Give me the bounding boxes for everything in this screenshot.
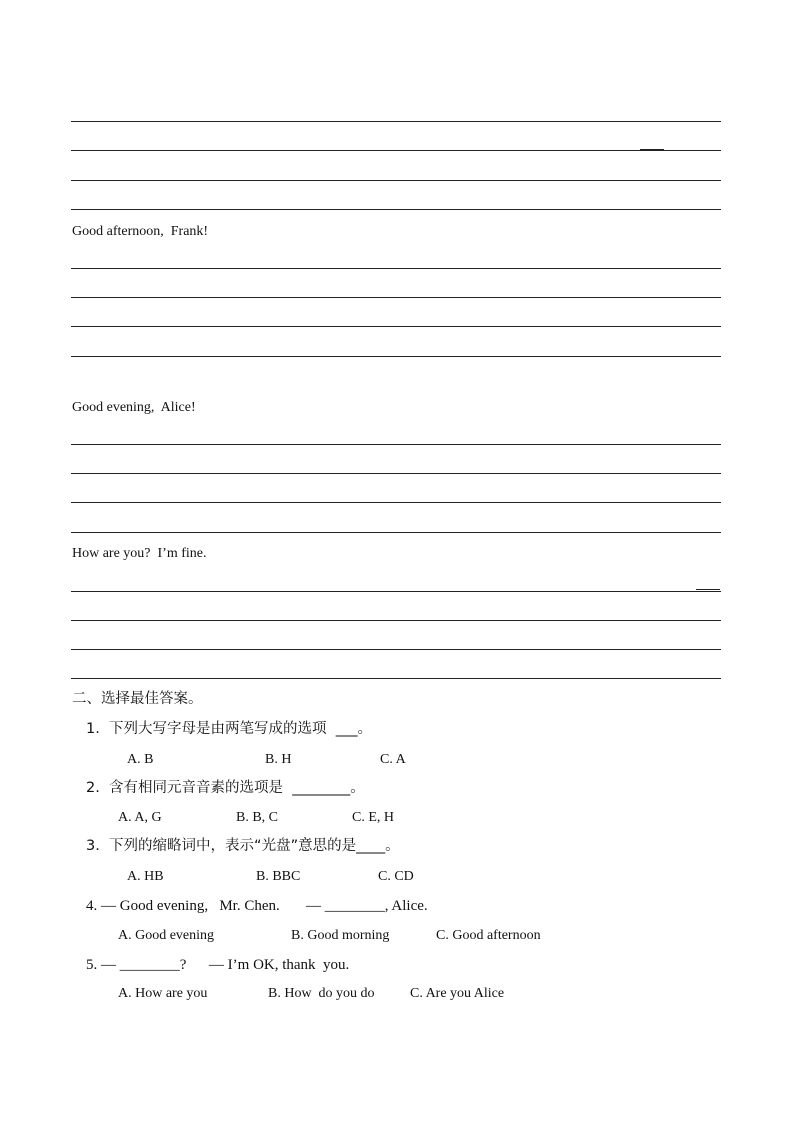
section-heading: 二、选择最佳答案。 — [72, 691, 203, 707]
writing-line — [71, 502, 721, 503]
answer-option: B. Good morning — [291, 928, 390, 943]
writing-line — [71, 649, 721, 650]
answer-option: C. CD — [378, 869, 414, 884]
question-stem: 5. — ________? — I’m OK, thank you. — [86, 957, 350, 973]
question-stem: 3. 下列的缩略词中，表示“光盘”意思的是____。 — [86, 838, 400, 854]
question-stem: 2. 含有相同元音音素的选项是 ________。 — [86, 780, 365, 796]
writing-line — [71, 268, 721, 269]
answer-option: B. B, C — [236, 810, 279, 825]
answer-option: A. Good evening — [118, 928, 215, 943]
answer-option: A. B — [127, 752, 154, 767]
question-stem: 1. 下列大写字母是由两笔写成的选项 ___。 — [86, 721, 373, 737]
answer-option: C. A — [380, 752, 406, 767]
writing-line — [71, 121, 721, 122]
answer-option: B. How do you do — [268, 986, 375, 1001]
writing-prompt: Good evening, Alice! — [72, 400, 196, 415]
answer-option: B. BBC — [256, 869, 301, 884]
question-stem: 4. — Good evening, Mr. Chen. — ________, Alice. — [86, 898, 428, 914]
writing-line — [71, 678, 721, 679]
answer-option: A. HB — [127, 869, 164, 884]
writing-prompt: How are you? I’m fine. — [72, 546, 207, 561]
writing-line — [71, 150, 721, 151]
writing-line — [71, 209, 721, 210]
writing-line — [71, 180, 721, 181]
answer-option: A. A, G — [118, 810, 162, 825]
writing-line — [71, 620, 721, 621]
writing-line — [71, 356, 721, 357]
writing-line — [71, 297, 721, 298]
writing-line — [71, 326, 721, 327]
writing-line — [71, 532, 721, 533]
writing-line — [71, 591, 721, 592]
writing-line — [71, 473, 721, 474]
answer-option: A. How are you — [118, 986, 208, 1001]
answer-option: B. H — [265, 752, 292, 767]
answer-option: C. E, H — [352, 810, 394, 825]
writing-prompt: Good afternoon, Frank! — [72, 224, 209, 239]
writing-line — [71, 444, 721, 445]
writing-line-stub — [696, 589, 720, 590]
answer-option: C. Good afternoon — [436, 928, 541, 943]
answer-option: C. Are you Alice — [410, 986, 505, 1001]
writing-line-stub — [640, 149, 664, 150]
